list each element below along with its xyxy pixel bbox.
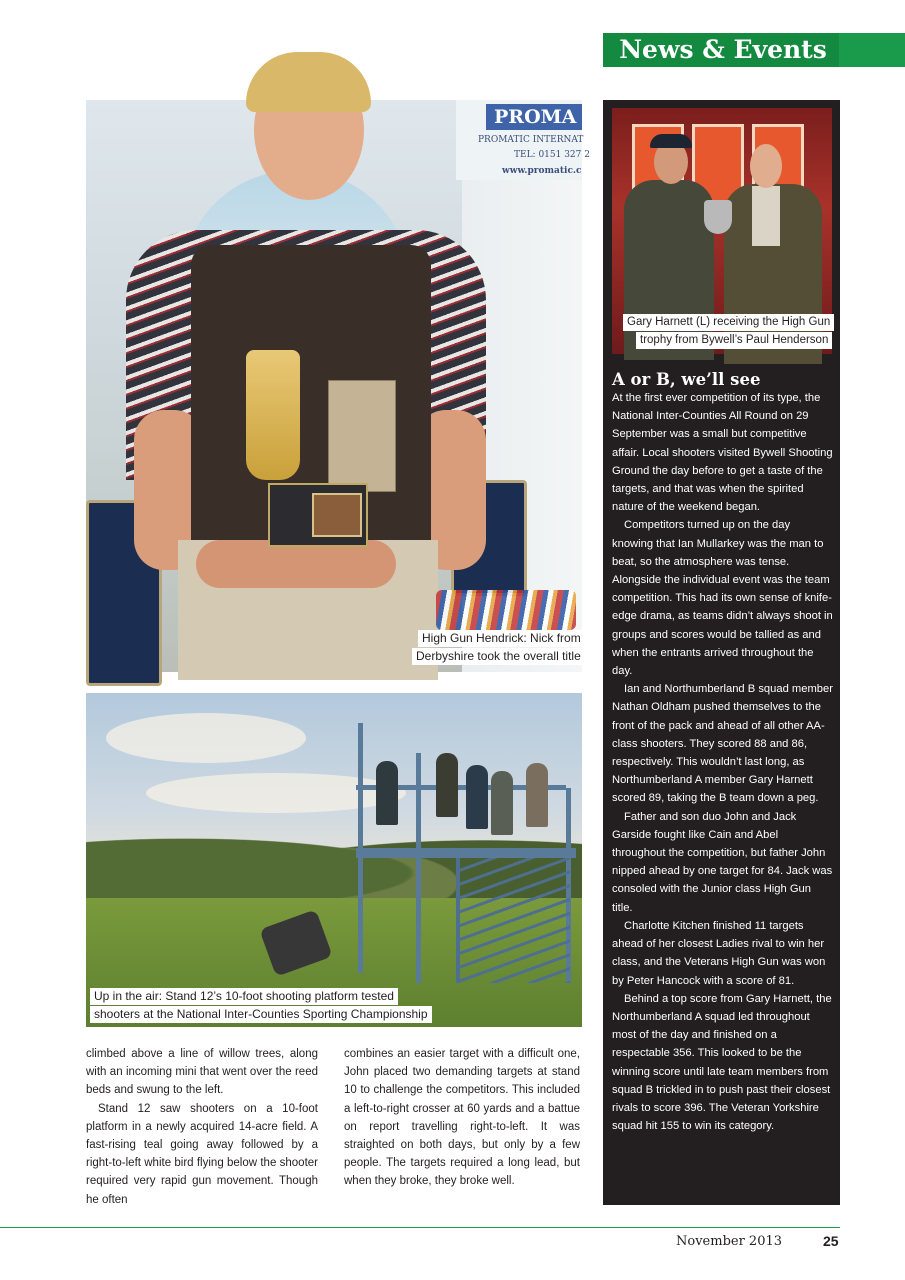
sponsor-logo: PROMA: [486, 104, 582, 130]
footer-rule: [0, 1227, 840, 1228]
sidebar-caption-line2: trophy from Bywell’s Paul Henderson: [636, 332, 832, 349]
article-paragraph: combines an easier target with a difficult one, John placed two demanding targets at stand 10 to challenge the competitors. This included a left-to-right crosser at 60 yards and a battue on report travelling right-to-left. It was straighted on both days, but only by a few people. The targets required a long lead, but when they broke, they broke well.: [344, 1048, 580, 1188]
article-paragraph: Stand 12 saw shooters on a 10-foot platform in a newly acquired 14-acre field. A fast-rising teal going away followed by a right-to-left white bird flying below the shooter required very rapid gun movement. Though he often: [86, 1102, 318, 1206]
page-number: 25: [823, 1233, 839, 1249]
sidebar-paragraph: At the first ever competition of its type, the National Inter-Counties All Round on 29 September was a small but competitive affair. Local shooters visited Bywell Shooting Ground the day before to get a taste of the targets, and that was when the spirited nature of the weekend began.: [612, 392, 833, 514]
photo2-caption-line2: shooters at the National Inter-Counties Sporting Championship: [90, 1006, 432, 1023]
sidebar-box: [603, 100, 840, 1205]
hands: [196, 540, 396, 588]
section-title: News & Events: [619, 35, 827, 64]
cloud: [106, 713, 306, 763]
photo-high-gun-winner: [86, 100, 590, 672]
shooter: [436, 753, 458, 817]
sidebar-body: [612, 389, 834, 1135]
sidebar-caption-line1: Gary Harnett (L) receiving the High Gun: [623, 314, 834, 331]
trophy-cup: [704, 200, 732, 234]
sidebar-heading: A or B, we’ll see: [612, 370, 761, 389]
shooter: [491, 771, 513, 835]
tower-platform: [356, 848, 576, 858]
cap: [650, 134, 692, 148]
sidebar-paragraph: Competitors turned up on the day knowing that Ian Mullarkey was the man to beat, so the atmosphere was tense. Alongside the individual event was the team competition. This had its own sense of knife-edge drama, as teams didn’t always shoot in groups and scores would be tallied as and when the entrants arrived throughout the day.: [612, 519, 833, 678]
photo1-caption-line1: High Gun Hendrick: Nick from: [418, 630, 585, 647]
cloud: [146, 773, 406, 813]
shooter: [466, 765, 488, 829]
photo1-caption-line2: Derbyshire took the overall title: [412, 648, 585, 665]
trophy-plaque: [268, 483, 368, 547]
shirt: [752, 186, 780, 246]
rosettes: [436, 590, 576, 630]
banner-line: TEL: 0151 327 2: [514, 150, 590, 160]
photo-shooting-platform: [86, 693, 582, 1027]
photo2-caption-line1: Up in the air: Stand 12’s 10-foot shooting platform tested: [90, 988, 398, 1005]
vest-patch: [328, 380, 396, 492]
paul-henderson-head: [750, 144, 782, 188]
article-paragraph: climbed above a line of willow trees, along with an incoming mini that went over the reed beds and swung to the left.: [86, 1048, 318, 1097]
shooter: [376, 761, 398, 825]
sidebar-paragraph: Ian and Northumberland B squad member Nathan Oldham pushed themselves to the front of the pack and ahead of all other AA-class shooters. They scored 88 and 86, respectively. This wouldn’t last long, as Northumberland A member Gary Harnett scored 89, taking the B team down a peg.: [612, 683, 833, 805]
winner-hair: [246, 52, 371, 112]
sidebar-paragraph: Father and son duo John and Jack Garside fought like Cain and Abel throughout the competition, but father John nipped ahead by one target for 84. Jack was consoled with the Junior class High Gun title.: [612, 810, 833, 914]
article-column-2: [344, 1045, 580, 1191]
buckmark-emblem: [246, 350, 300, 480]
sponsor-banner: [456, 100, 590, 180]
section-header: [603, 33, 905, 67]
sidebar-paragraph: Behind a top score from Gary Harnett, the Northumberland A squad led throughout most of the day and finished on a respectable 356. This looked to be the winning score until late team members from squad B trickled in to push past their closest rivals to score 396. The Veteran Yorkshire squad hit 155 to win its category.: [612, 992, 832, 1133]
sidebar-paragraph: Charlotte Kitchen finished 11 targets ahead of her closest Ladies rival to win her class, and the Veterans High Gun was won by Peter Hancock with a score of 81.: [612, 919, 826, 987]
tower-stairs: [456, 858, 570, 983]
banner-line: PROMATIC INTERNAT: [478, 135, 584, 145]
footer-issue-date: November 2013: [676, 1234, 783, 1249]
banner-line: www.promatic.c: [502, 166, 582, 176]
plaque-inset: [312, 493, 362, 537]
shooter: [526, 763, 548, 827]
article-column-1: [86, 1045, 318, 1209]
